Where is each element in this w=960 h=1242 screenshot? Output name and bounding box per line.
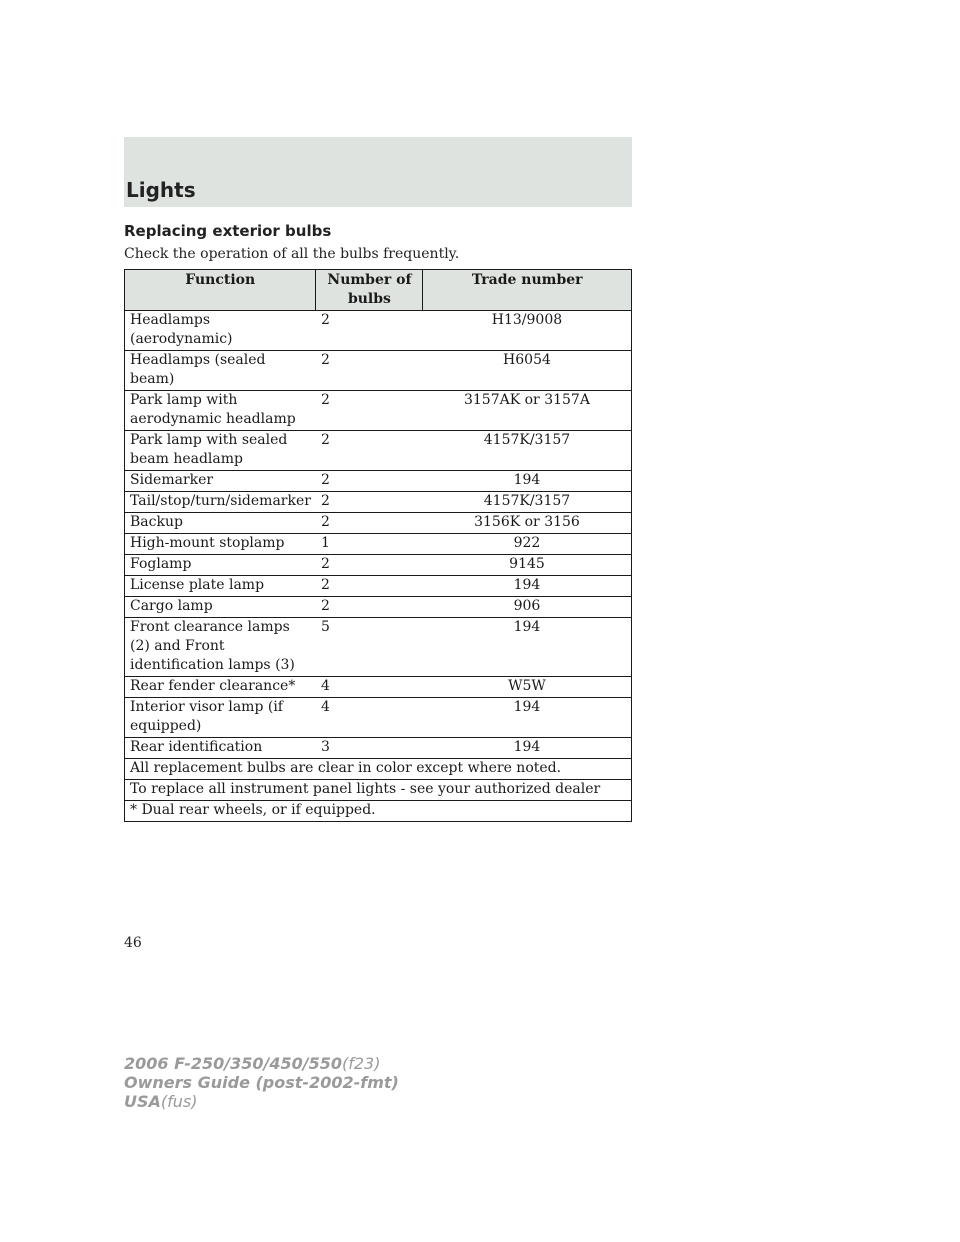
table-row — [125, 351, 632, 391]
cell-function-line: beam headlamp — [130, 451, 243, 467]
cell-function — [125, 351, 316, 391]
table-row — [125, 555, 632, 576]
page-heading: Replacing exterior bulbs — [124, 222, 332, 240]
cell-number: 4 — [316, 677, 423, 698]
header-function: Function — [125, 270, 316, 311]
header-number-line1: Number of — [327, 272, 412, 288]
cell-function-line: Interior visor lamp (if — [130, 699, 283, 715]
cell-trade-number: H6054 — [423, 351, 632, 391]
table-row — [125, 513, 632, 534]
cell-number: 3 — [316, 738, 423, 759]
cell-function-line: Rear fender clearance* — [130, 678, 296, 694]
cell-trade-number: 922 — [423, 534, 632, 555]
table-note: All replacement bulbs are clear in color except where noted. — [125, 759, 632, 780]
cell-function-line: Park lamp with sealed — [130, 432, 288, 448]
cell-function — [125, 471, 316, 492]
header-trade-number: Trade number — [423, 270, 632, 311]
section-title: Lights — [126, 178, 196, 202]
cell-trade-number: 194 — [423, 576, 632, 597]
cell-function — [125, 391, 316, 431]
cell-trade-number: 4157K/3157 — [423, 492, 632, 513]
cell-function-line: Backup — [130, 514, 183, 530]
cell-trade-number: 906 — [423, 597, 632, 618]
cell-function — [125, 431, 316, 471]
table-note: To replace all instrument panel lights - see your authorized dealer — [125, 780, 632, 801]
cell-function — [125, 311, 316, 351]
footer-meta — [124, 1054, 399, 1111]
header-number-line2: bulbs — [347, 291, 391, 307]
header-number-of-bulbs — [316, 270, 423, 311]
cell-function — [125, 555, 316, 576]
table-row — [125, 311, 632, 351]
table-note: * Dual rear wheels, or if equipped. — [125, 801, 632, 822]
cell-function-line: Headlamps (sealed beam) — [130, 352, 266, 387]
cell-function — [125, 738, 316, 759]
cell-function — [125, 492, 316, 513]
table-note-row — [125, 801, 632, 822]
cell-trade-number: 194 — [423, 618, 632, 677]
cell-trade-number: W5W — [423, 677, 632, 698]
cell-function — [125, 534, 316, 555]
cell-function-line: License plate lamp — [130, 577, 265, 593]
cell-function — [125, 618, 316, 677]
cell-number: 2 — [316, 576, 423, 597]
table-body — [125, 311, 632, 822]
cell-number: 2 — [316, 431, 423, 471]
section-header-band — [124, 137, 632, 207]
cell-trade-number: H13/9008 — [423, 311, 632, 351]
cell-number: 2 — [316, 471, 423, 492]
cell-function-line: Sidemarker — [130, 472, 214, 488]
bulb-table — [124, 269, 632, 822]
cell-function — [125, 597, 316, 618]
cell-number: 2 — [316, 311, 423, 351]
cell-function-line: equipped) — [130, 718, 202, 734]
cell-function-line: (aerodynamic) — [130, 331, 233, 347]
cell-trade-number: 3157AK or 3157A — [423, 391, 632, 431]
cell-function-line: (2) and Front — [130, 638, 225, 654]
table-row — [125, 492, 632, 513]
footer-line-2 — [124, 1073, 399, 1092]
cell-number: 4 — [316, 698, 423, 738]
table-row — [125, 698, 632, 738]
footer-market: USA — [124, 1092, 161, 1111]
cell-number: 2 — [316, 391, 423, 431]
cell-function — [125, 513, 316, 534]
footer-guide: Owners Guide (post-2002-fmt) — [124, 1073, 399, 1092]
table-note-row — [125, 759, 632, 780]
cell-trade-number: 194 — [423, 698, 632, 738]
cell-number: 5 — [316, 618, 423, 677]
footer-line-3 — [124, 1092, 399, 1111]
cell-function — [125, 698, 316, 738]
page-number: 46 — [124, 935, 142, 951]
intro-text: Check the operation of all the bulbs frequently. — [124, 246, 460, 262]
footer-market-code: (fus) — [160, 1092, 198, 1111]
cell-function-line: Rear identification — [130, 739, 263, 755]
cell-trade-number: 3156K or 3156 — [423, 513, 632, 534]
table-row — [125, 597, 632, 618]
cell-trade-number: 194 — [423, 471, 632, 492]
table-row — [125, 391, 632, 431]
cell-function-line: High-mount stoplamp — [130, 535, 285, 551]
cell-number: 2 — [316, 597, 423, 618]
table-row — [125, 471, 632, 492]
cell-function-line: Cargo lamp — [130, 598, 213, 614]
cell-number: 1 — [316, 534, 423, 555]
table-note-row — [125, 780, 632, 801]
cell-trade-number: 9145 — [423, 555, 632, 576]
footer-model: 2006 F-250/350/450/550 — [124, 1054, 342, 1073]
table-row — [125, 534, 632, 555]
cell-number: 2 — [316, 492, 423, 513]
cell-number: 2 — [316, 555, 423, 576]
table-row — [125, 738, 632, 759]
table-header-row — [125, 270, 632, 311]
table-row — [125, 431, 632, 471]
table-row — [125, 618, 632, 677]
table-row — [125, 576, 632, 597]
cell-function-line: Foglamp — [130, 556, 192, 572]
cell-function-line: Park lamp with — [130, 392, 238, 408]
cell-function-line: identification lamps (3) — [130, 657, 295, 673]
cell-trade-number: 4157K/3157 — [423, 431, 632, 471]
footer-line-1 — [124, 1054, 399, 1073]
cell-trade-number: 194 — [423, 738, 632, 759]
cell-function-line: Tail/stop/turn/sidemarker — [130, 493, 311, 509]
cell-function-line: Front clearance lamps — [130, 619, 290, 635]
table-row — [125, 677, 632, 698]
cell-function — [125, 576, 316, 597]
cell-number: 2 — [316, 513, 423, 534]
cell-function-line: aerodynamic headlamp — [130, 411, 296, 427]
cell-function — [125, 677, 316, 698]
cell-number: 2 — [316, 351, 423, 391]
cell-function-line: Headlamps — [130, 312, 211, 328]
footer-model-code: (f23) — [342, 1054, 381, 1073]
